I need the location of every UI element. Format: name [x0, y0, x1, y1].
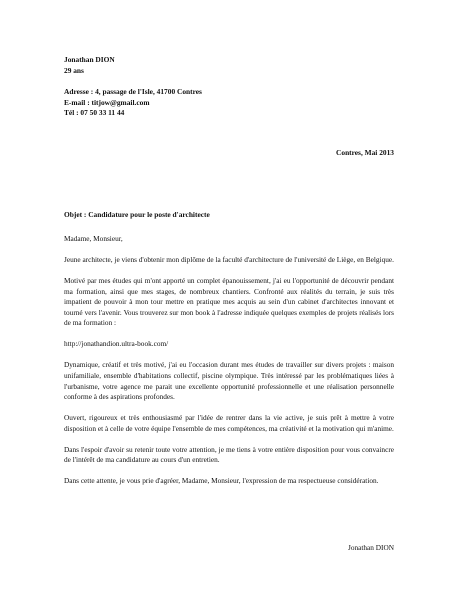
letter-body	[64, 234, 394, 497]
sender-name: Jonathan DION	[64, 55, 115, 64]
portfolio-link[interactable]: http://jonathandion.ultra-book.com/	[64, 339, 169, 349]
letter-date: Contres, Mai 2013	[336, 148, 394, 157]
sender-email: E-mail : titjow@gmail.com	[64, 97, 150, 107]
salutation: Madame, Monsieur,	[64, 234, 123, 243]
paragraph-intro: Jeune architecte, je viens d'obtenir mon diplôme de la faculté d'architecture de l'université de Liège, en Belgique.	[64, 254, 394, 264]
paragraph-skills: Dynamique, créatif et très motivé, j'ai eu l'occasion durant mes études de travailler sur divers projets : maison unifamiliale, ensemble d'habitations collectif, piscine olympique. Très intéressé par les problématiques liées à l'urbanisme, votre agence me parait une excellente opportunité professionnelle et une réalisation personnelle conforme à des aspirations profondes.	[64, 360, 394, 402]
sender-address: Adresse : 4, passage de l'Isle, 41700 Contres	[64, 87, 202, 96]
paragraph-motivation: Motivé par mes études qui m'ont apporté un complet épanouissement, j'ai eu l'opportunité de découvrir pendant ma formation, ainsi que mes stages, de nombreux chantiers. Confronté aux réalités du terrain, je suis très impatient de pouvoir à mon tour mettre en pratique mes acquis au sein d'un cabinet d'architectes innovant et tourné vers l'avenir. Vous trouverez sur mon book à l'adresse indiquée quelques exemples de projets réalisés lors de ma formation :	[64, 275, 394, 328]
signature: Jonathan DION	[347, 543, 394, 552]
sender-age: 29 ans	[64, 65, 84, 75]
paragraph-availability: Ouvert, rigoureux et très enthousiasmé par l'idée de rentrer dans la vie active, je suis prêt à mettre à votre disposition et à celle de votre équipe l'ensemble de mes compétences, ma créativité et la motivation qui m'anime.	[64, 413, 394, 433]
sender-phone: Tél : 07 50 33 11 44	[64, 108, 125, 117]
letter-subject: Objet : Candidature pour le poste d'architecte	[64, 210, 210, 219]
paragraph-interview: Dans l'espoir d'avoir su retenir toute votre attention, je me tiens à votre entière disposition pour vous convaincre de l'intérêt de ma candidature au cours d'un entretien.	[64, 444, 394, 465]
sender-block	[64, 55, 202, 119]
paragraph-closing: Dans cette attente, je vous prie d'agréer, Madame, Monsieur, l'expression de ma respectueuse considération.	[64, 476, 379, 486]
